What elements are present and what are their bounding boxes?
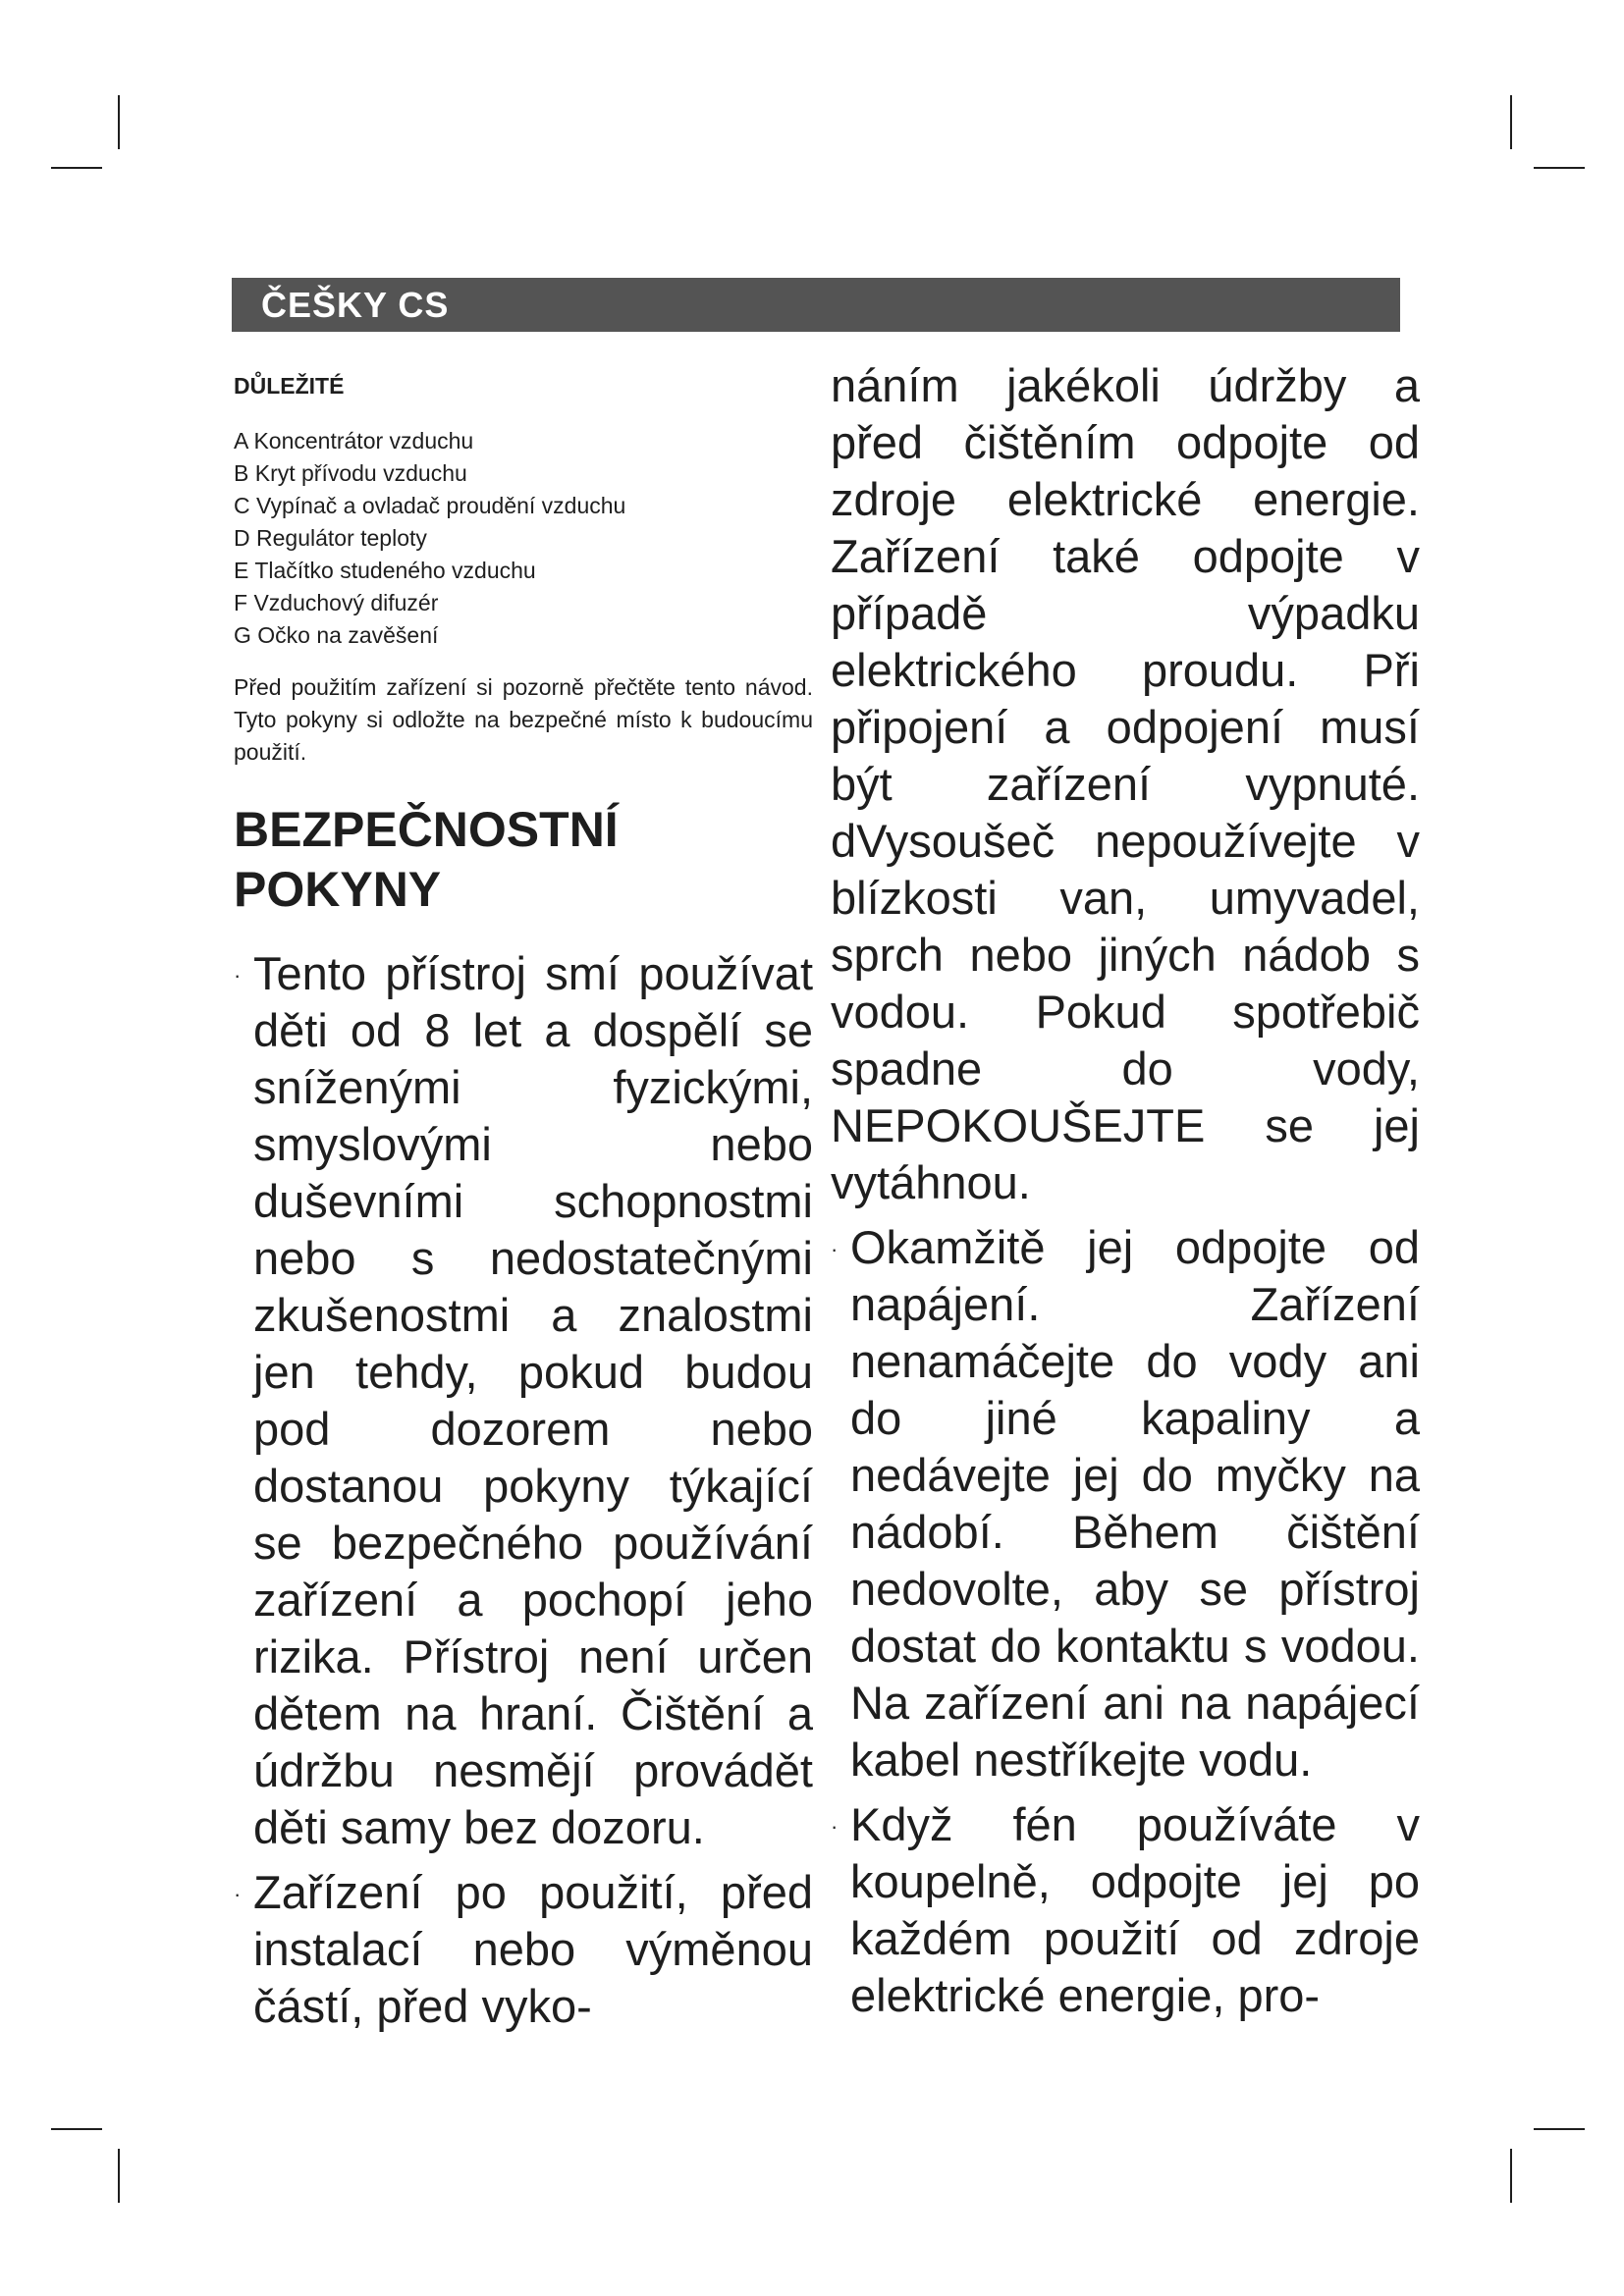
crop-mark-top-right [1510, 95, 1512, 149]
crop-mark-top-left [118, 95, 120, 149]
parts-list-item: C Vypínač a ovladač proudění vzduchu [234, 493, 626, 518]
crop-mark-bottom-left [118, 2149, 120, 2203]
bullet-marker: · [234, 1882, 242, 1906]
parts-list-item: E Tlačítko studeného vzduchu [234, 558, 536, 583]
safety-bullet-text: Tento přístroj smí používat děti od 8 let a dospělí se sníženými fyzickými, smyslovými nebo duševními schopnostmi nebo s nedostatečnými zkušenostmi a znalostmi jen tehdy, pokud budou pod dozorem nebo dostanou pokyny týkající se bezpečného používání zařízení a pochopí jeho rizika. Přístroj není určen dětem na hraní. Čištění a údržbu nesmějí provádět děti samy bez dozoru. [253, 947, 813, 1853]
important-heading: DŮLEŽITÉ [234, 373, 345, 399]
bullet-marker: · [831, 1814, 839, 1839]
safety-bullet [831, 1796, 1420, 2024]
parts-list-item: B Kryt přívodu vzduchu [234, 460, 467, 486]
crop-mark-top-right-h [1534, 167, 1585, 169]
parts-list-item: F Vzduchový difuzér [234, 590, 439, 615]
crop-mark-top-left-h [51, 167, 102, 169]
crop-mark-bottom-right-h [1534, 2128, 1585, 2130]
parts-list-item: G Očko na zavěšení [234, 622, 439, 648]
parts-list-item: D Regulátor teploty [234, 525, 427, 551]
safety-bullet-text: Okamžitě jej odpojte od napájení. Zařízení nenamáčejte do vody ani do jiné kapaliny a nedávejte jej do myčky na nádobí. Během čištění nedovolte, aby se přístroj dostat do kontaktu s vodou. Na zařízení ani na napájecí kabel nestříkejte vodu. [850, 1221, 1420, 1786]
safety-bullet-text: Zařízení po použití, před instalací nebo výměnou částí, před vyko- [253, 1866, 813, 2032]
parts-list-item: A Koncentrátor vzduchu [234, 428, 474, 454]
bullet-marker: · [234, 963, 242, 988]
safety-bullet [234, 1864, 813, 2035]
crop-mark-bottom-left-h [51, 2128, 102, 2130]
bullet-marker: · [831, 1237, 839, 1261]
language-header-bar [232, 278, 1400, 332]
crop-mark-bottom-right [1510, 2149, 1512, 2203]
safety-bullet [234, 945, 813, 1856]
intro-paragraph: Před použitím zařízení si pozorně přečtěte tento návod. Tyto pokyny si odložte na bezpečné místo k budoucímu použití. [234, 674, 813, 765]
parts-list [234, 425, 813, 652]
safety-section-title: BEZPEČNOSTNÍ POKYNY [234, 802, 619, 917]
language-header-title: ČEŠKY CS [261, 285, 450, 325]
safety-bullet [831, 1219, 1420, 1789]
left-column [234, 365, 813, 2043]
continuation-paragraph: náním jakékoli údržby a před čištěním odpojte od zdroje elektrické energie. Zařízení také odpojte v případě výpadku elektrického proudu. Při připojení a odpojení musí být zařízení vypnuté. dVysoušeč nepoužívejte v blízkosti van, umyvadel, sprch nebo jiných nádob s vodou. Pokud spotřebič spadne do vody, NEPOKOUŠEJTE se jej vytáhnou. [831, 359, 1420, 1208]
safety-bullet-text: Když fén používáte v koupelně, odpojte jej po každém použití od zdroje elektrické energie, pro- [850, 1798, 1420, 2021]
right-column [831, 359, 1420, 2032]
